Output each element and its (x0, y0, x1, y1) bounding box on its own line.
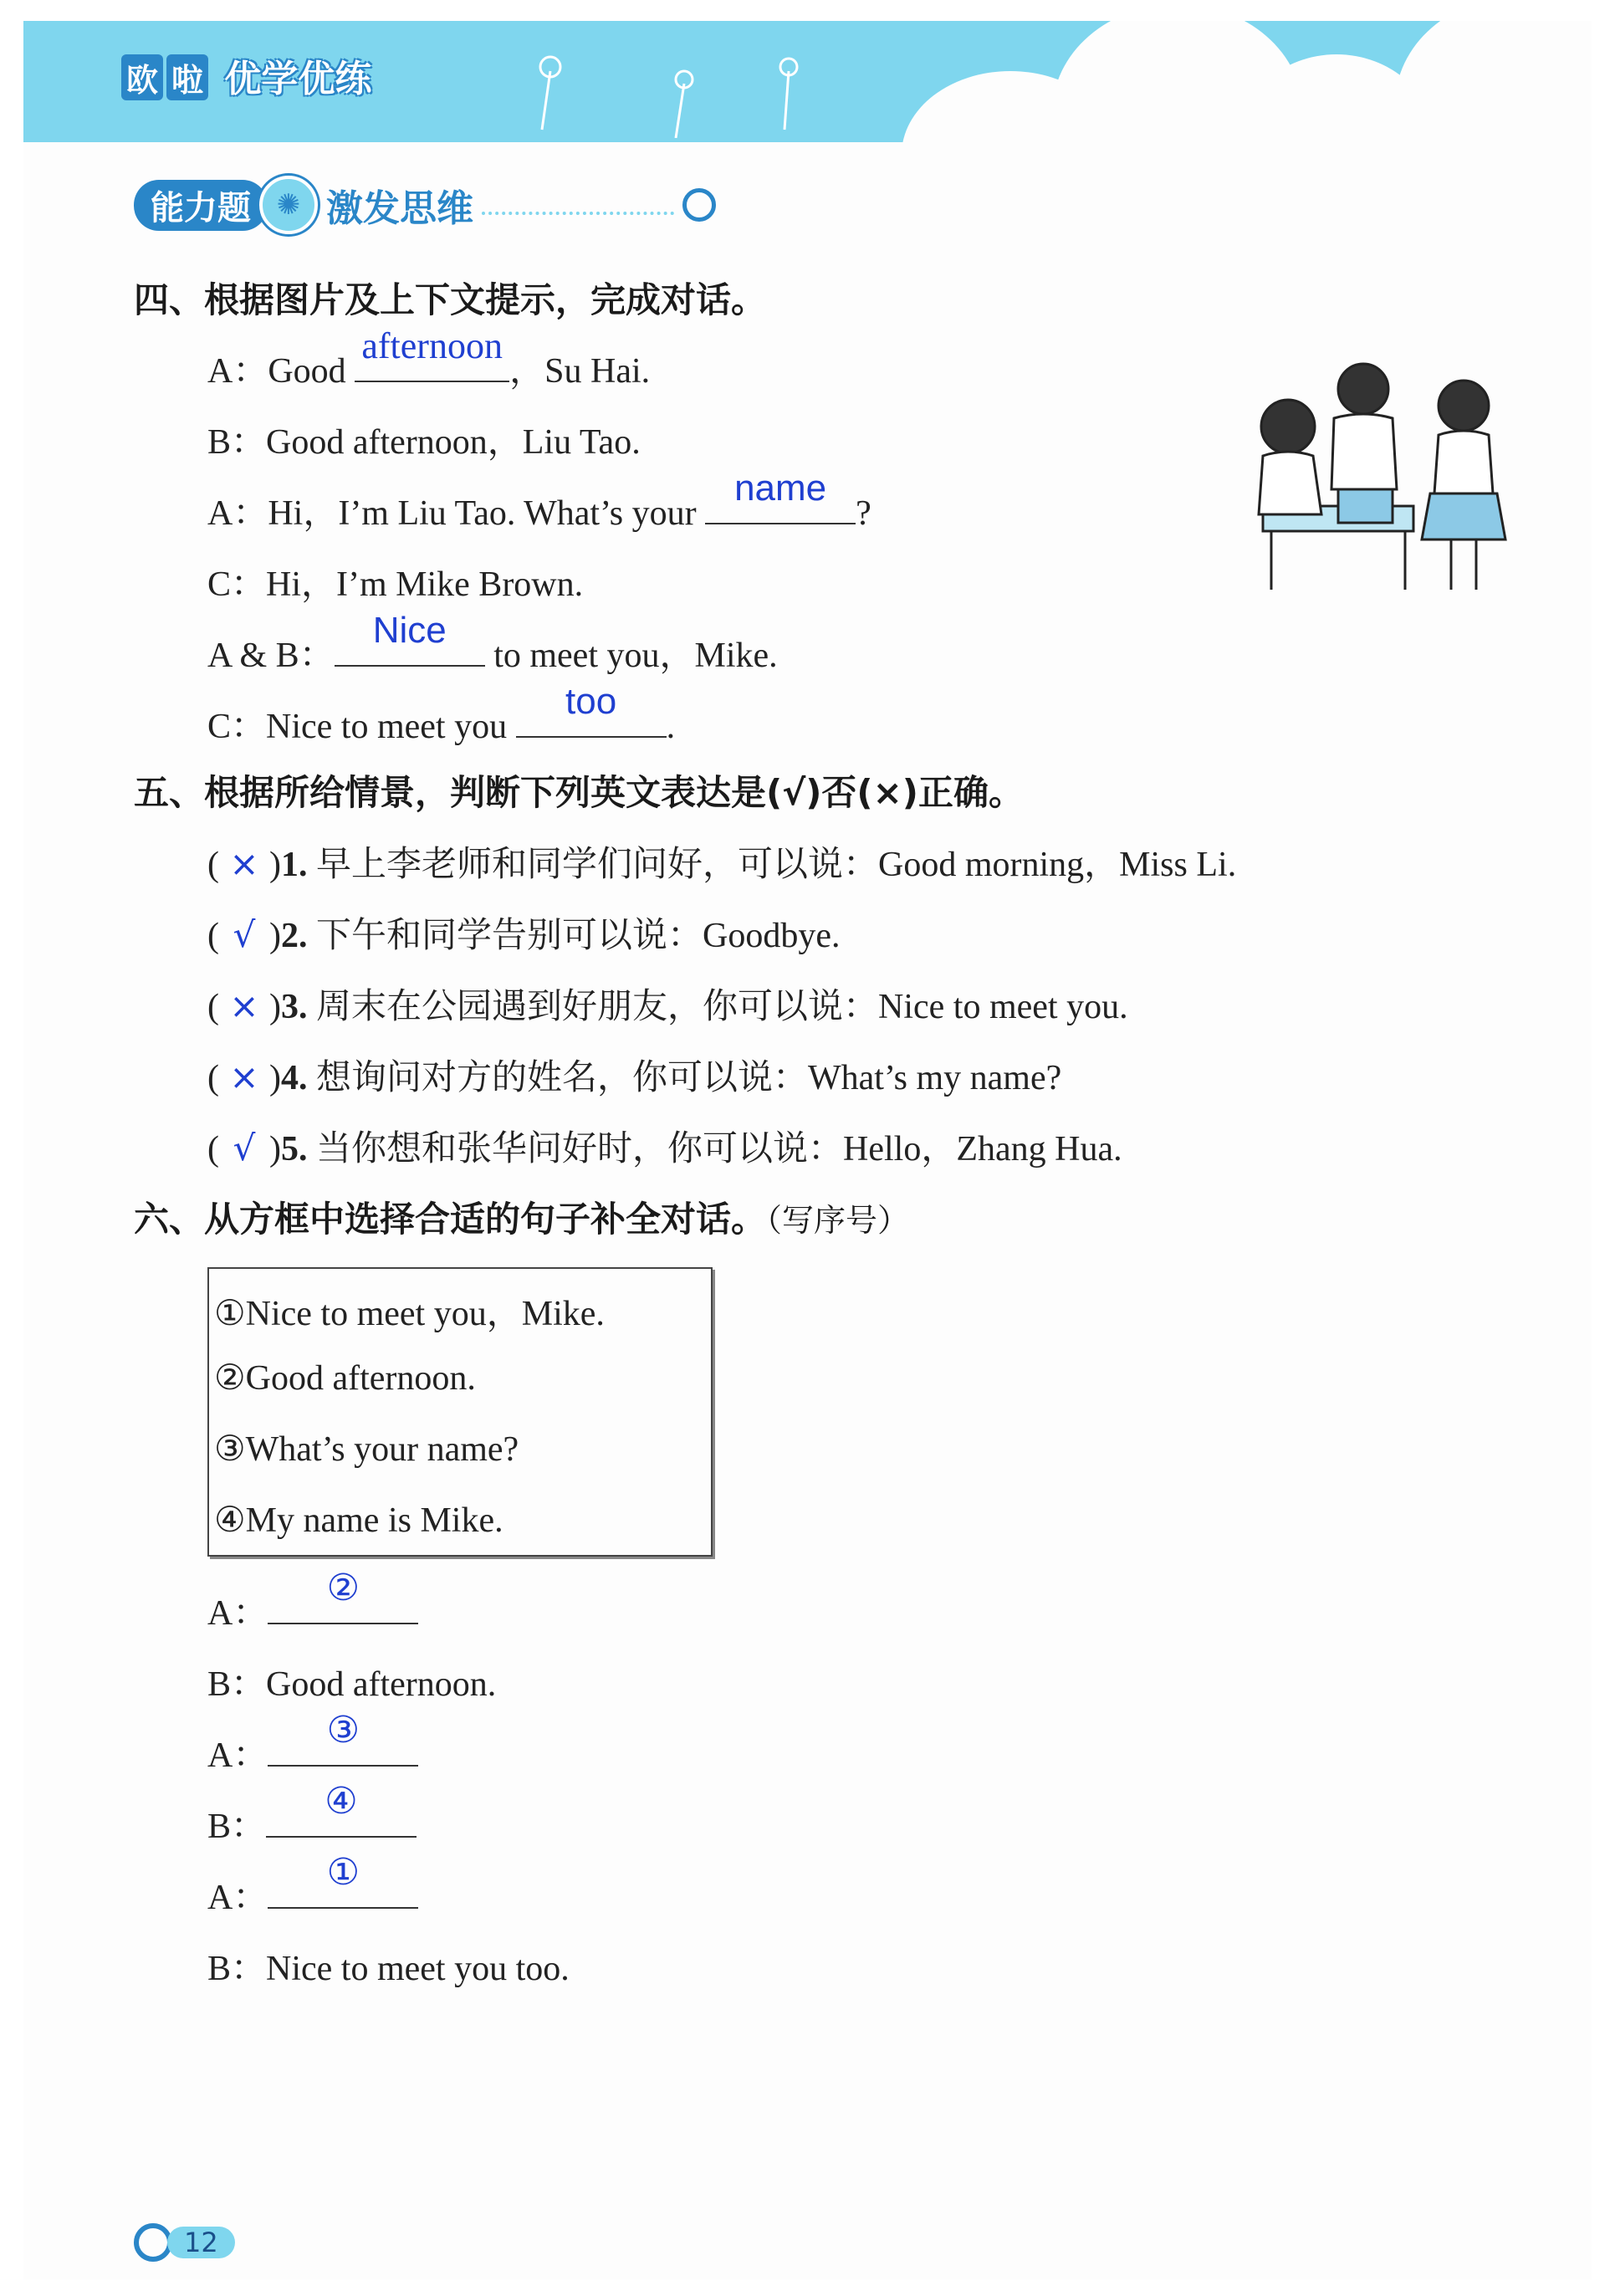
answer-blank[interactable] (705, 468, 856, 524)
item-number: 3. (281, 988, 308, 1026)
answer-blank[interactable] (266, 1781, 417, 1838)
item-text-en: Hello，Zhang Hua. (843, 1130, 1122, 1168)
answer-blank[interactable] (516, 681, 667, 738)
speaker-label: A： (207, 1879, 268, 1917)
handwritten-answer: too (565, 681, 617, 722)
handwritten-answer: ④ (325, 1781, 358, 1822)
brand-prefix: 啦 (166, 54, 208, 100)
option-box (207, 1267, 713, 1557)
answer-blank[interactable] (268, 1710, 418, 1767)
q4-line-6 (207, 681, 676, 749)
q4-line-1 (207, 325, 651, 393)
handwritten-answer: name (734, 468, 827, 509)
handwritten-answer: afternoon (361, 325, 503, 366)
speaker-label: B： (207, 1950, 267, 1988)
q5-heading: 五、根据所给情景，判断下列英文表达是(√)否(×)正确。 (134, 772, 1024, 813)
handwritten-answer: ③ (326, 1710, 360, 1751)
page-number: 12 (167, 2227, 235, 2258)
item-number: 5. (281, 1130, 308, 1168)
brand-prefix: 欧 (121, 54, 163, 100)
swirl-icon (682, 188, 716, 222)
section-tag-title: 激发思维 (326, 187, 473, 230)
q4-line-2 (207, 414, 641, 464)
speaker-label: A： (207, 1736, 268, 1775)
q6-heading-text: 六、从方框中选择合适的句子补全对话。 (134, 1199, 767, 1240)
speaker-label: B： (207, 1665, 267, 1704)
dialog-text: B：Good afternoon，Liu Tao. (207, 423, 641, 462)
dialog-text: A：Hi，I’m Liu Tao. What’s your (207, 494, 706, 533)
q6-dialog-4 (207, 1781, 417, 1849)
dialog-text: A：Good (207, 352, 355, 391)
q6-dialog-2 (207, 1656, 496, 1706)
q6-dialog-1 (207, 1567, 418, 1635)
q6-dialog-3 (207, 1710, 418, 1777)
q5-item-4: ( × )4. 想询问对方的姓名，你可以说：What’s my name? (207, 1056, 1062, 1097)
dialog-text: C：Nice to meet you (207, 708, 516, 746)
item-text-en: Goodbye. (703, 917, 841, 955)
option-item: ③What’s your name? (214, 1430, 519, 1469)
dialog-text: Nice to meet you too. (266, 1950, 570, 1988)
q4-line-5 (207, 610, 778, 678)
option-item: ④My name is Mike. (214, 1501, 503, 1540)
item-text-en: Good morning，Miss Li. (878, 846, 1237, 884)
students-illustration (1238, 347, 1522, 598)
item-text-cn: 下午和同学告别可以说： (316, 914, 703, 955)
item-text-cn: 当你想和张华问好时，你可以说： (316, 1128, 844, 1168)
q5-item-2: ( √ )2. 下午和同学告别可以说：Goodbye. (207, 914, 841, 955)
brand-title: 优学优练 (224, 58, 372, 100)
q6-dialog-5 (207, 1852, 418, 1920)
brand-logo (121, 49, 371, 102)
dandelion-icon (509, 38, 826, 138)
item-number: 1. (281, 846, 308, 884)
item-number: 4. (281, 1059, 308, 1097)
answer-blank[interactable] (335, 610, 485, 667)
item-number: 2. (281, 917, 308, 955)
q6-heading (134, 1192, 909, 1242)
q4-line-3 (207, 468, 871, 535)
brain-icon: ✺ (259, 176, 318, 234)
q5-item-1: ( × )1. 早上李老师和同学们问好，可以说：Good morning，Miss Li. (207, 843, 1237, 884)
item-text-cn: 周末在公园遇到好朋友，你可以说： (316, 985, 879, 1026)
dialog-text: C：Hi，I’m Mike Brown. (207, 565, 584, 604)
q6-dialog-6 (207, 1941, 570, 1991)
cloud-shape (1395, 21, 1592, 142)
answer-blank[interactable] (268, 1567, 418, 1624)
q4-line-4 (207, 556, 583, 606)
handwritten-answer: ① (326, 1852, 360, 1893)
answer-blank[interactable] (355, 325, 509, 382)
q5-item-5: ( √ )5. 当你想和张华问好时，你可以说：Hello，Zhang Hua. (207, 1128, 1122, 1168)
answer-blank[interactable] (268, 1852, 418, 1909)
q4-heading: 四、根据图片及上下文提示，完成对话。 (134, 279, 767, 320)
dialog-text: ? (856, 494, 871, 533)
q6-heading-note: （写序号） (766, 1202, 910, 1239)
handwritten-answer: Nice (372, 610, 447, 651)
dialog-text: to meet you，Mike. (484, 637, 778, 675)
dialog-text: Good afternoon. (266, 1665, 497, 1704)
speaker-label: B： (207, 1808, 267, 1846)
page-number-badge (134, 2223, 235, 2262)
dotted-divider (482, 212, 674, 215)
section-tag-label: 能力题 (134, 180, 268, 231)
dialog-text: ，Su Hai. (509, 352, 651, 391)
item-text-en: Nice to meet you. (878, 988, 1128, 1026)
judgement-mark[interactable]: √ (233, 1128, 256, 1168)
handwritten-answer: ② (326, 1567, 360, 1608)
dialog-text: A & B： (207, 637, 335, 675)
speaker-label: A： (207, 1594, 268, 1633)
item-text-en: What’s my name? (808, 1059, 1062, 1097)
section-tag (134, 180, 716, 230)
option-item: ②Good afternoon. (214, 1359, 476, 1398)
judgement-mark[interactable]: × (229, 843, 259, 884)
item-text-cn: 早上李老师和同学们问好，可以说： (316, 843, 879, 884)
judgement-mark[interactable]: √ (233, 914, 256, 955)
dialog-text: . (666, 708, 676, 746)
judgement-mark[interactable]: × (229, 1056, 259, 1097)
judgement-mark[interactable]: × (229, 985, 259, 1026)
item-text-cn: 想询问对方的姓名，你可以说： (316, 1056, 809, 1097)
option-item: ①Nice to meet you，Mike. (214, 1295, 605, 1333)
q5-item-3: ( × )3. 周末在公园遇到好朋友，你可以说：Nice to meet you. (207, 985, 1128, 1026)
